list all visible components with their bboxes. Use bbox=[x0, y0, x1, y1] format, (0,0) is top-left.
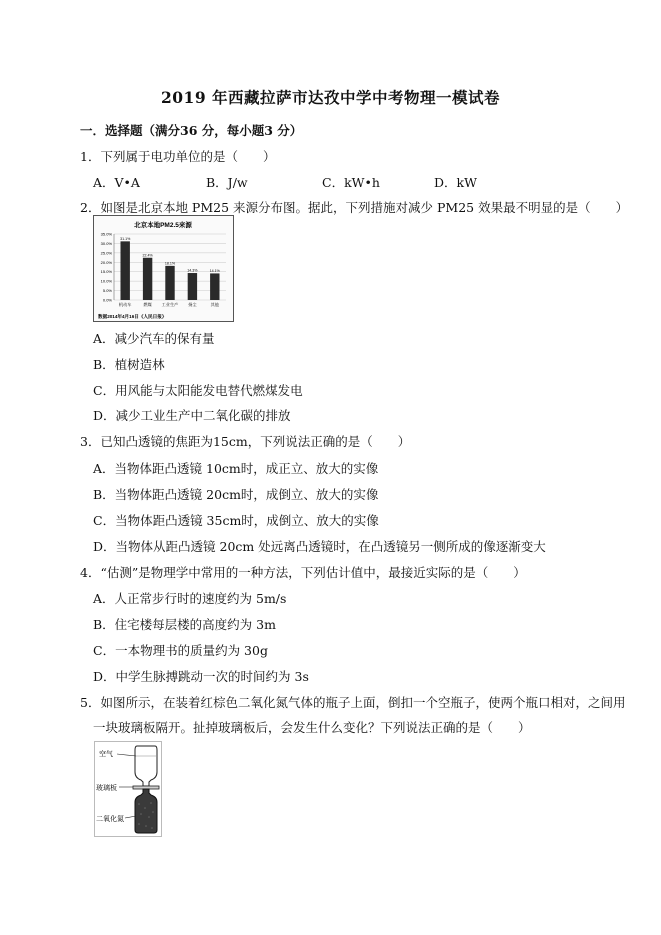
question-4-option-c: C．一本物理书的质量约为 30g bbox=[93, 643, 268, 658]
bar bbox=[120, 241, 129, 300]
question-5-stem-line1: 5．如图所示，在装着红棕色二氧化氮气体的瓶子上面，倒扣一个空瓶子，使两个瓶口相对，之间用 bbox=[80, 695, 626, 710]
question-3-option-c: C．当物体距凸透镜 35cm时，成倒立、放大的实像 bbox=[93, 513, 379, 528]
question-2-option-c: C．用风能与太阳能发电替代燃煤发电 bbox=[93, 383, 303, 398]
y-tick-label: 35.0% bbox=[100, 231, 112, 237]
y-tick-label: 0.0% bbox=[102, 297, 112, 303]
x-tick-label: 其他 bbox=[210, 302, 219, 307]
chart-title: 北京本地PM2.5来源 bbox=[134, 222, 192, 229]
y-tick-label: 5.0% bbox=[102, 288, 112, 294]
question-2-option-a: A．减少汽车的保有量 bbox=[93, 331, 215, 346]
data-label: 14.1% bbox=[209, 268, 220, 273]
question-2-option-b: B．植树造林 bbox=[93, 357, 165, 372]
leader-air bbox=[117, 754, 136, 756]
option-c: C．kW•h bbox=[322, 175, 380, 190]
x-tick-label: 工业生产 bbox=[161, 302, 179, 307]
y-tick-label: 10.0% bbox=[100, 278, 112, 284]
data-label: 31.1% bbox=[120, 236, 131, 241]
label-glass-plate: 玻璃板 bbox=[96, 784, 117, 792]
y-tick-label: 15.0% bbox=[100, 269, 112, 275]
bar bbox=[165, 266, 174, 300]
bottle-figure-svg bbox=[95, 742, 161, 836]
bar bbox=[143, 258, 152, 300]
data-label: 14.3% bbox=[187, 268, 198, 273]
x-tick-label: 机动车 bbox=[118, 302, 132, 307]
section-heading: 一．选择题（满分36 分，每小题3 分） bbox=[80, 123, 303, 138]
option-d: D．kW bbox=[434, 175, 477, 190]
y-tick-label: 20.0% bbox=[100, 259, 112, 265]
paper-title: 2019 年西藏拉萨市达孜中学中考物理一模试卷 bbox=[160, 88, 501, 107]
chart-caption: 数据2014年4月16日《人民日报》 bbox=[98, 314, 167, 319]
pm25-bar-chart bbox=[93, 215, 234, 322]
question-3-option-b: B．当物体距凸透镜 20cm时，成倒立、放大的实像 bbox=[93, 487, 379, 502]
upper-bottle-icon bbox=[135, 746, 157, 786]
y-tick-label: 25.0% bbox=[100, 250, 112, 256]
question-4-stem: 4．“估测”是物理学中常用的一种方法，下列估计值中，最接近实际的是（ ） bbox=[80, 565, 526, 580]
question-3-stem: 3．已知凸透镜的焦距为15cm，下列说法正确的是（ ） bbox=[80, 434, 411, 449]
question-4-option-d: D．中学生脉搏跳动一次的时间约为 3s bbox=[93, 669, 309, 684]
question-3-option-d: D．当物体从距凸透镜 20cm 处远离凸透镜时，在凸透镜另一侧所成的像逐渐变大 bbox=[93, 539, 546, 554]
x-tick-label: 燃煤 bbox=[143, 302, 152, 307]
bar bbox=[188, 273, 197, 300]
label-no2: 二氧化氮 bbox=[96, 815, 124, 823]
pm25-chart-svg bbox=[94, 216, 233, 321]
bottle-diffusion-figure bbox=[94, 741, 162, 837]
bar bbox=[210, 273, 219, 300]
data-label: 22.4% bbox=[142, 253, 153, 258]
question-2-option-d: D．减少工业生产中二氧化碳的排放 bbox=[93, 408, 291, 423]
option-b: B．J/w bbox=[206, 175, 248, 190]
question-2-stem: 2．如图是北京本地 PM25 来源分布图。据此，下列措施对减少 PM25 效果最不明显的是（ ） bbox=[80, 200, 629, 215]
question-1-stem: 1．下列属于电功单位的是（ ） bbox=[80, 149, 276, 164]
label-air: 空气 bbox=[99, 750, 113, 758]
question-5-stem-line2: 一块玻璃板隔开。扯掉玻璃板后，会发生什么变化？下列说法正确的是（ ） bbox=[93, 720, 531, 735]
question-3-option-a: A．当物体距凸透镜 10cm时，成正立、放大的实像 bbox=[93, 461, 379, 476]
question-4-option-b: B．住宅楼每层楼的高度约为 3m bbox=[93, 617, 276, 632]
question-4-option-a: A．人正常步行时的速度约为 5m/s bbox=[93, 591, 287, 606]
leader-no2 bbox=[125, 816, 136, 818]
option-a: A．V•A bbox=[93, 175, 140, 190]
y-tick-label: 30.0% bbox=[100, 240, 112, 246]
x-tick-label: 扬尘 bbox=[188, 302, 197, 307]
data-label: 18.1% bbox=[164, 261, 176, 266]
